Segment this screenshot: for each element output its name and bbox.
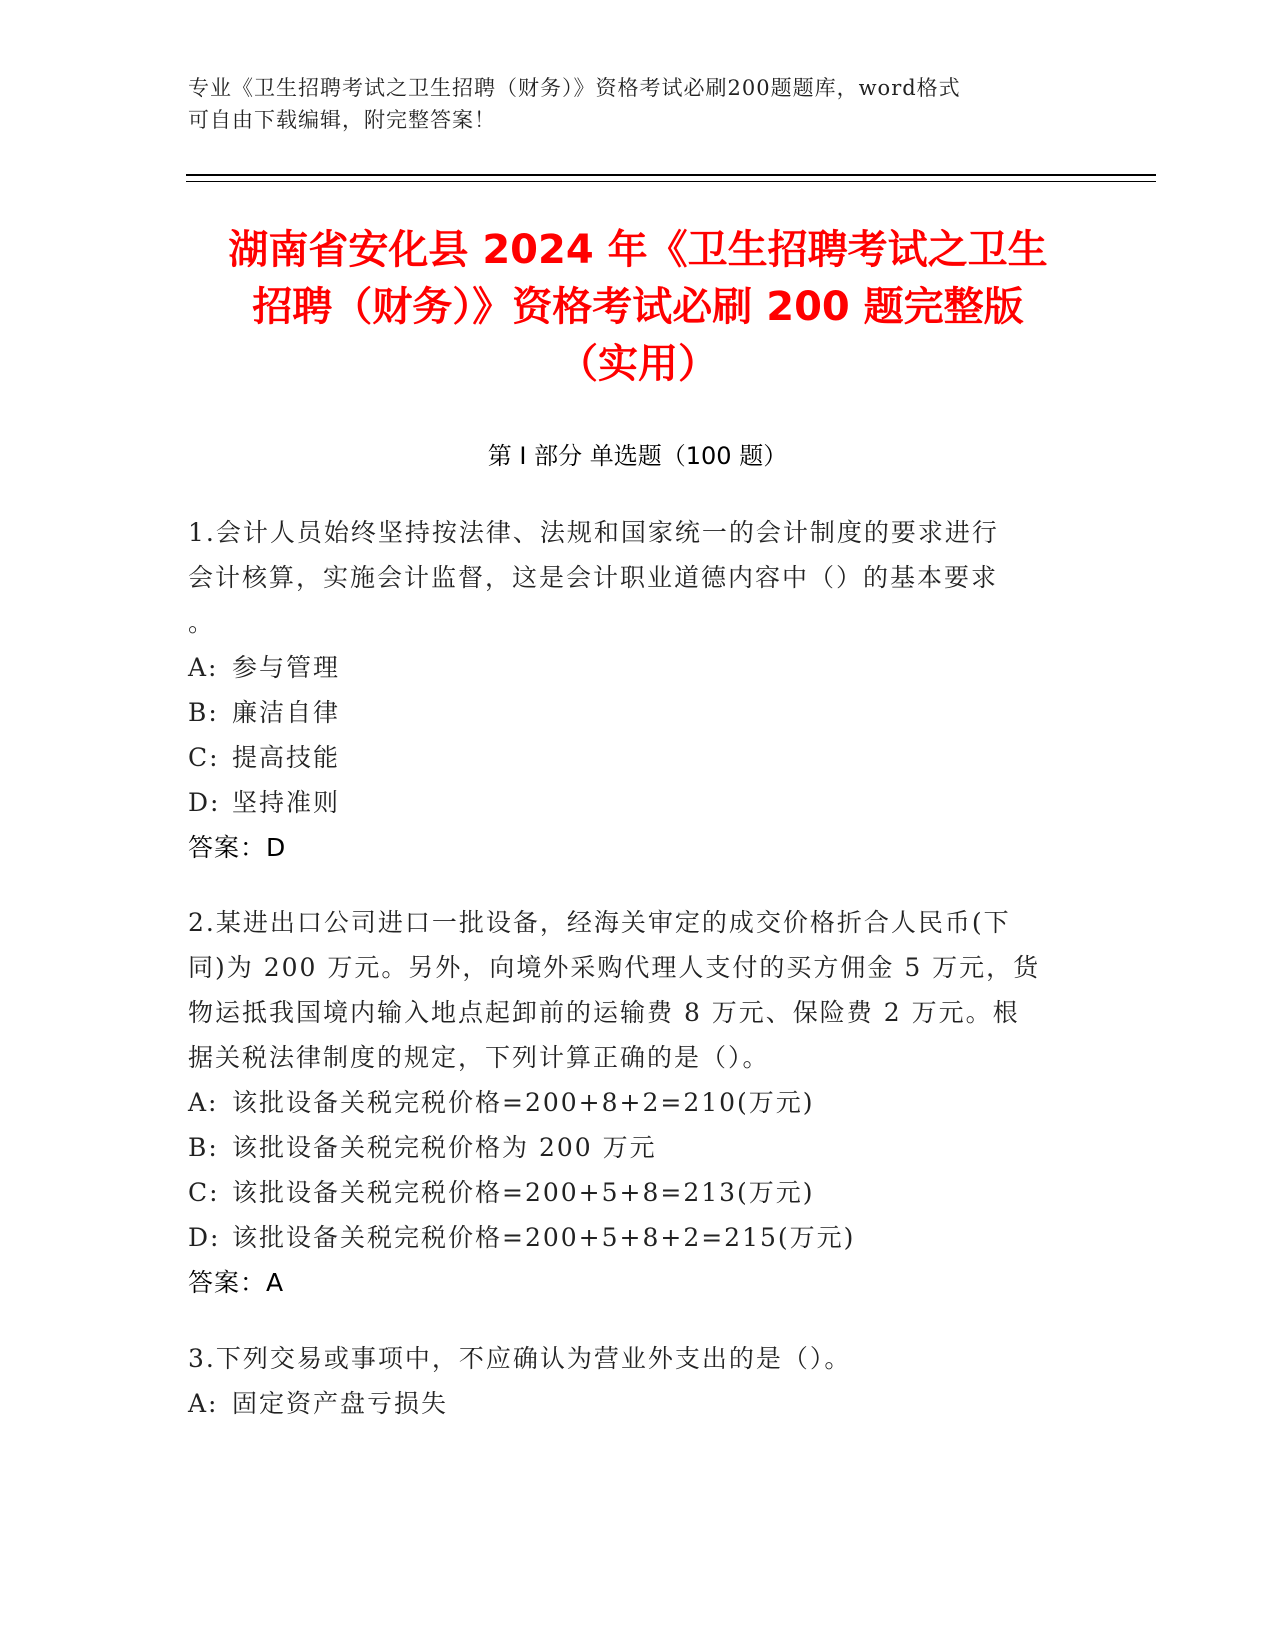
question-1-answer: 答案：D xyxy=(188,833,287,862)
question-2-text-line-1: 2.某进出口公司进口一批设备，经海关审定的成交价格折合人民币(下 xyxy=(188,908,1011,937)
question-1-option-c: C: 提高技能 xyxy=(188,743,341,772)
header-note-line-1: 专业《卫生招聘考试之卫生招聘（财务）》资格考试必刷200题题库，word格式 xyxy=(188,76,961,100)
section-heading: 第 I 部分 单选题（100 题） xyxy=(487,442,788,470)
question-1-option-b: B: 廉洁自律 xyxy=(188,698,341,727)
question-2-text-line-3: 物运抵我国境内输入地点起卸前的运输费 8 万元、保险费 2 万元。根 xyxy=(188,998,1020,1027)
question-1-text-line-1: 1.会计人员始终坚持按法律、法规和国家统一的会计制度的要求进行 xyxy=(188,518,999,547)
header-rule-thick xyxy=(186,174,1156,176)
question-3-option-a: A: 固定资产盘亏损失 xyxy=(188,1389,449,1418)
question-2-option-a: A: 该批设备关税完税价格=200+8+2=210(万元) xyxy=(188,1088,815,1117)
title-line-3: （实用） xyxy=(558,341,718,387)
question-2-option-b: B: 该批设备关税完税价格为 200 万元 xyxy=(188,1133,657,1162)
question-1-option-d: D: 坚持准则 xyxy=(188,788,341,817)
title-line-2: 招聘（财务）》资格考试必刷 200 题完整版 xyxy=(252,284,1024,330)
document-title xyxy=(170,222,1106,393)
question-1-option-a: A: 参与管理 xyxy=(188,653,341,682)
question-2-option-d: D: 该批设备关税完税价格=200+5+8+2=215(万元) xyxy=(188,1223,856,1252)
question-2-text-line-2: 同)为 200 万元。另外，向境外采购代理人支付的买方佣金 5 万元，货 xyxy=(188,953,1041,982)
question-1-text-line-2: 会计核算，实施会计监督，这是会计职业道德内容中（）的基本要求 xyxy=(188,563,999,592)
header-note xyxy=(188,72,1088,136)
question-3 xyxy=(188,1336,1088,1426)
title-line-1: 湖南省安化县 2024 年《卫生招聘考试之卫生 xyxy=(228,227,1048,273)
header-rule-thin xyxy=(186,181,1156,182)
question-2-answer: 答案：A xyxy=(188,1268,285,1297)
question-2-text-line-4: 据关税法律制度的规定，下列计算正确的是（）。 xyxy=(188,1043,770,1072)
header-note-line-2: 可自由下载编辑，附完整答案！ xyxy=(188,108,496,132)
question-1-text-line-3: 。 xyxy=(188,608,216,637)
question-2 xyxy=(188,900,1088,1305)
question-2-option-c: C: 该批设备关税完税价格=200+5+8=213(万元) xyxy=(188,1178,815,1207)
question-1 xyxy=(188,510,1088,870)
question-3-text-line-1: 3.下列交易或事项中，不应确认为营业外支出的是（）。 xyxy=(188,1344,852,1373)
